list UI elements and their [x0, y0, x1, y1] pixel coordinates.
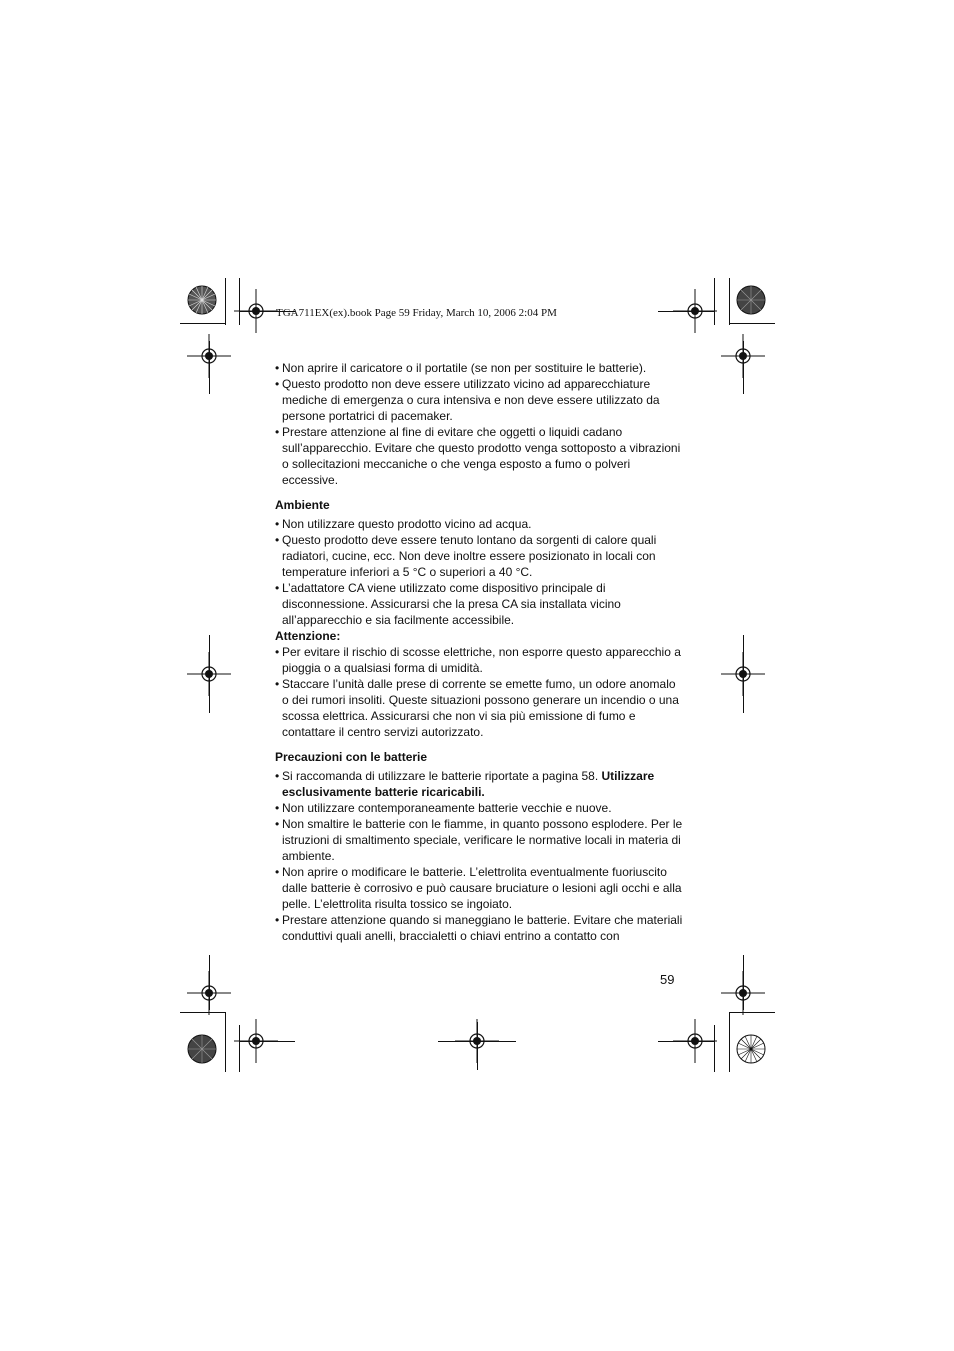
crop-line — [209, 635, 210, 713]
print-header: TGA711EX(ex).book Page 59 Friday, March 10, 2006 2:04 PM — [276, 307, 557, 319]
crop-line — [239, 1041, 295, 1042]
list-item: • Non aprire il caricatore o il portatile (se non per sostituire le batterie). — [275, 360, 683, 376]
list-item: • Per evitare il rischio di scosse elettriche, non esporre questo apparecchio a pioggia o a qualsiasi forma di umidità. — [275, 644, 683, 676]
list-item — [275, 768, 683, 800]
crop-line — [729, 1012, 730, 1072]
color-target-icon — [187, 1034, 217, 1064]
list-item: • Non utilizzare contemporaneamente batterie vecchie e nuove. — [275, 800, 683, 816]
attention-label: Attenzione: — [275, 629, 341, 643]
attention-list — [275, 644, 683, 740]
intro-list — [275, 360, 683, 488]
list-item: • Non aprire o modificare le batterie. L’elettrolita eventualmente fuoriuscito dalle batterie è corrosivo e può causare bruciature o lesioni agli occhi e alla pelle. L’elettrolita risulta tossico se ingoiato. — [275, 864, 683, 912]
color-target-icon — [736, 1034, 766, 1064]
crop-line — [180, 323, 226, 324]
crop-line — [477, 1022, 478, 1070]
crop-line — [658, 311, 714, 312]
list-item-text: Si raccomanda di utilizzare le batterie riportate a pagina 58. — [282, 769, 602, 783]
list-item: • Non utilizzare questo prodotto vicino ad acqua. — [275, 516, 683, 532]
color-target-icon — [736, 285, 766, 315]
crop-line — [209, 955, 210, 1010]
list-item: • Prestare attenzione quando si maneggiano le batterie. Evitare che materiali conduttivi quali anelli, braccialetti o chiavi entrino a contatto con — [275, 912, 683, 944]
list-item: • L’adattatore CA viene utilizzato come dispositivo principale di disconnessione. Assicurarsi che la presa CA sia installata vicino all’apparecchio e sia facilmente accessibile. — [275, 580, 683, 628]
crop-line — [729, 278, 730, 325]
page-content — [275, 360, 683, 944]
list-item: • Questo prodotto deve essere tenuto lontano da sorgenti di calore quali radiatori, cucine, ecc. Non deve inoltre essere posizionato in locali con temperature inferiori a 5 °C o superiori a 40 °C. — [275, 532, 683, 580]
crop-line — [225, 1012, 226, 1072]
color-target-icon — [187, 285, 217, 315]
crop-line — [743, 635, 744, 713]
batterie-list — [275, 768, 683, 944]
section-title-ambiente: Ambiente — [275, 498, 330, 512]
crop-line — [743, 341, 744, 394]
list-item: • Non smaltire le batterie con le fiamme, in quanto possono esplodere. Per le istruzioni di smaltimento speciale, verificare le normative locali in materia di ambiente. — [275, 816, 683, 864]
list-item: • Staccare l’unità dalle prese di corrente se emette fumo, un odore anomalo o dei rumori insoliti. Queste situazioni possono generare un incendio o una scossa elettrica. Assicurarsi che non vi sia più emissione di fumo e contattare il centro servizi autorizzato. — [275, 676, 683, 740]
list-item: • Questo prodotto non deve essere utilizzato vicino ad apparecchiature mediche di emergenza o cura intensiva e non deve essere utilizzato da persone portatrici di pacemaker. — [275, 376, 683, 424]
section-title-batterie: Precauzioni con le batterie — [275, 750, 428, 764]
crop-line — [225, 278, 226, 325]
list-item: • Prestare attenzione al fine di evitare che oggetti o liquidi cadano sull’apparecchio. Evitare che questo prodotto venga sottoposto a vibrazioni o sollecitazioni meccaniche o che venga esposto a fumo o polveri eccessive. — [275, 424, 683, 488]
ambiente-list — [275, 516, 683, 628]
crop-line — [209, 341, 210, 394]
list-item-emphasis: Utilizzare esclusivamente batterie ricaricabili. — [282, 769, 655, 799]
crop-line — [729, 323, 775, 324]
crop-line — [658, 1041, 714, 1042]
crop-line — [743, 955, 744, 1010]
page-number: 59 — [660, 972, 675, 987]
